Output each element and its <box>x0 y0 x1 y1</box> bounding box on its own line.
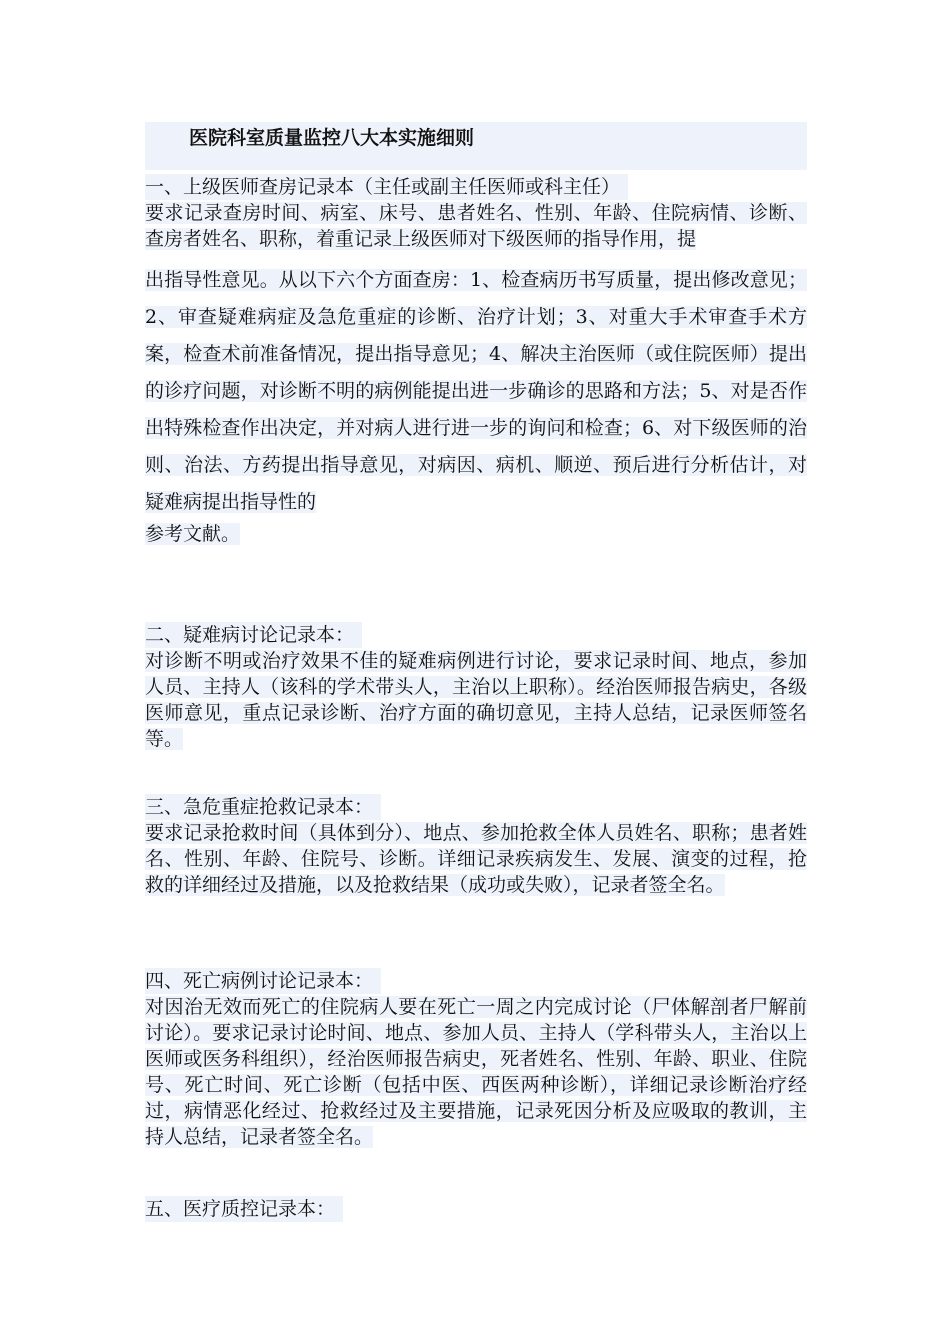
section-1 <box>145 174 807 547</box>
section-1-body-a: 要求记录查房时间、病室、床号、患者姓名、性别、年龄、住院病情、诊断、查房者姓名、职称，着重记录上级医师对下级医师的指导作用，提 <box>145 202 807 250</box>
section-1-heading: 一、上级医师查房记录本（主任或副主任医师或科主任） <box>145 174 628 200</box>
section-5 <box>145 1196 807 1222</box>
section-3-heading: 三、急危重症抢救记录本： <box>145 794 381 820</box>
section-2 <box>145 622 807 752</box>
section-3-body: 要求记录抢救时间（具体到分）、地点、参加抢救全体人员姓名、职称；患者姓名、性别、年龄、住院号、诊断。详细记录疾病发生、发展、演变的过程，抢救的详细经过及措施，以及抢救结果（成功或失败），记录者签全名。 <box>145 822 807 896</box>
section-2-heading: 二、疑难病讨论记录本： <box>145 622 362 648</box>
section-5-heading: 五、医疗质控记录本： <box>145 1196 343 1222</box>
document-title: 医院科室质量监控八大本实施细则 <box>145 122 807 170</box>
section-4 <box>145 968 807 1150</box>
section-1-body-b: 出指导性意见。从以下六个方面查房：1、检查病历书写质量，提出修改意见；2、审查疑难病症及急危重症的诊断、治疗计划；3、对重大手术审查手术方案，检查术前准备情况，提出指导意见；4、解决主治医师（或住院医师）提出的诊疗问题，对诊断不明的病例能提出进一步确诊的思路和方法；5、对是否作出特殊检查作出决定，并对病人进行进一步的询问和检查；6、对下级医师的治则、治法、方药提出指导意见，对病因、病机、顺逆、预后进行分析估计，对疑难病提出指导性的 <box>145 269 807 513</box>
section-2-body: 对诊断不明或治疗效果不佳的疑难病例进行讨论，要求记录时间、地点，参加人员、主持人（该科的学术带头人，主治以上职称）。经治医师报告病史，各级医师意见，重点记录诊断、治疗方面的确切意见，主持人总结，记录医师签名等。 <box>145 650 807 750</box>
section-4-body: 对因治无效而死亡的住院病人要在死亡一周之内完成讨论（尸体解剖者尸解前讨论）。要求记录讨论时间、地点、参加人员、主持人（学科带头人，主治以上医师或医务科组织），经治医师报告病史，死者姓名、性别、年龄、职业、住院号、死亡时间、死亡诊断（包括中医、西医两种诊断），详细记录诊断治疗经过，病情恶化经过、抢救经过及主要措施，记录死因分析及应吸取的教训，主持人总结，记录者签全名。 <box>145 996 807 1148</box>
section-3 <box>145 794 807 898</box>
section-1-body-c: 参考文献。 <box>145 523 241 545</box>
section-4-heading: 四、死亡病例讨论记录本： <box>145 968 381 994</box>
